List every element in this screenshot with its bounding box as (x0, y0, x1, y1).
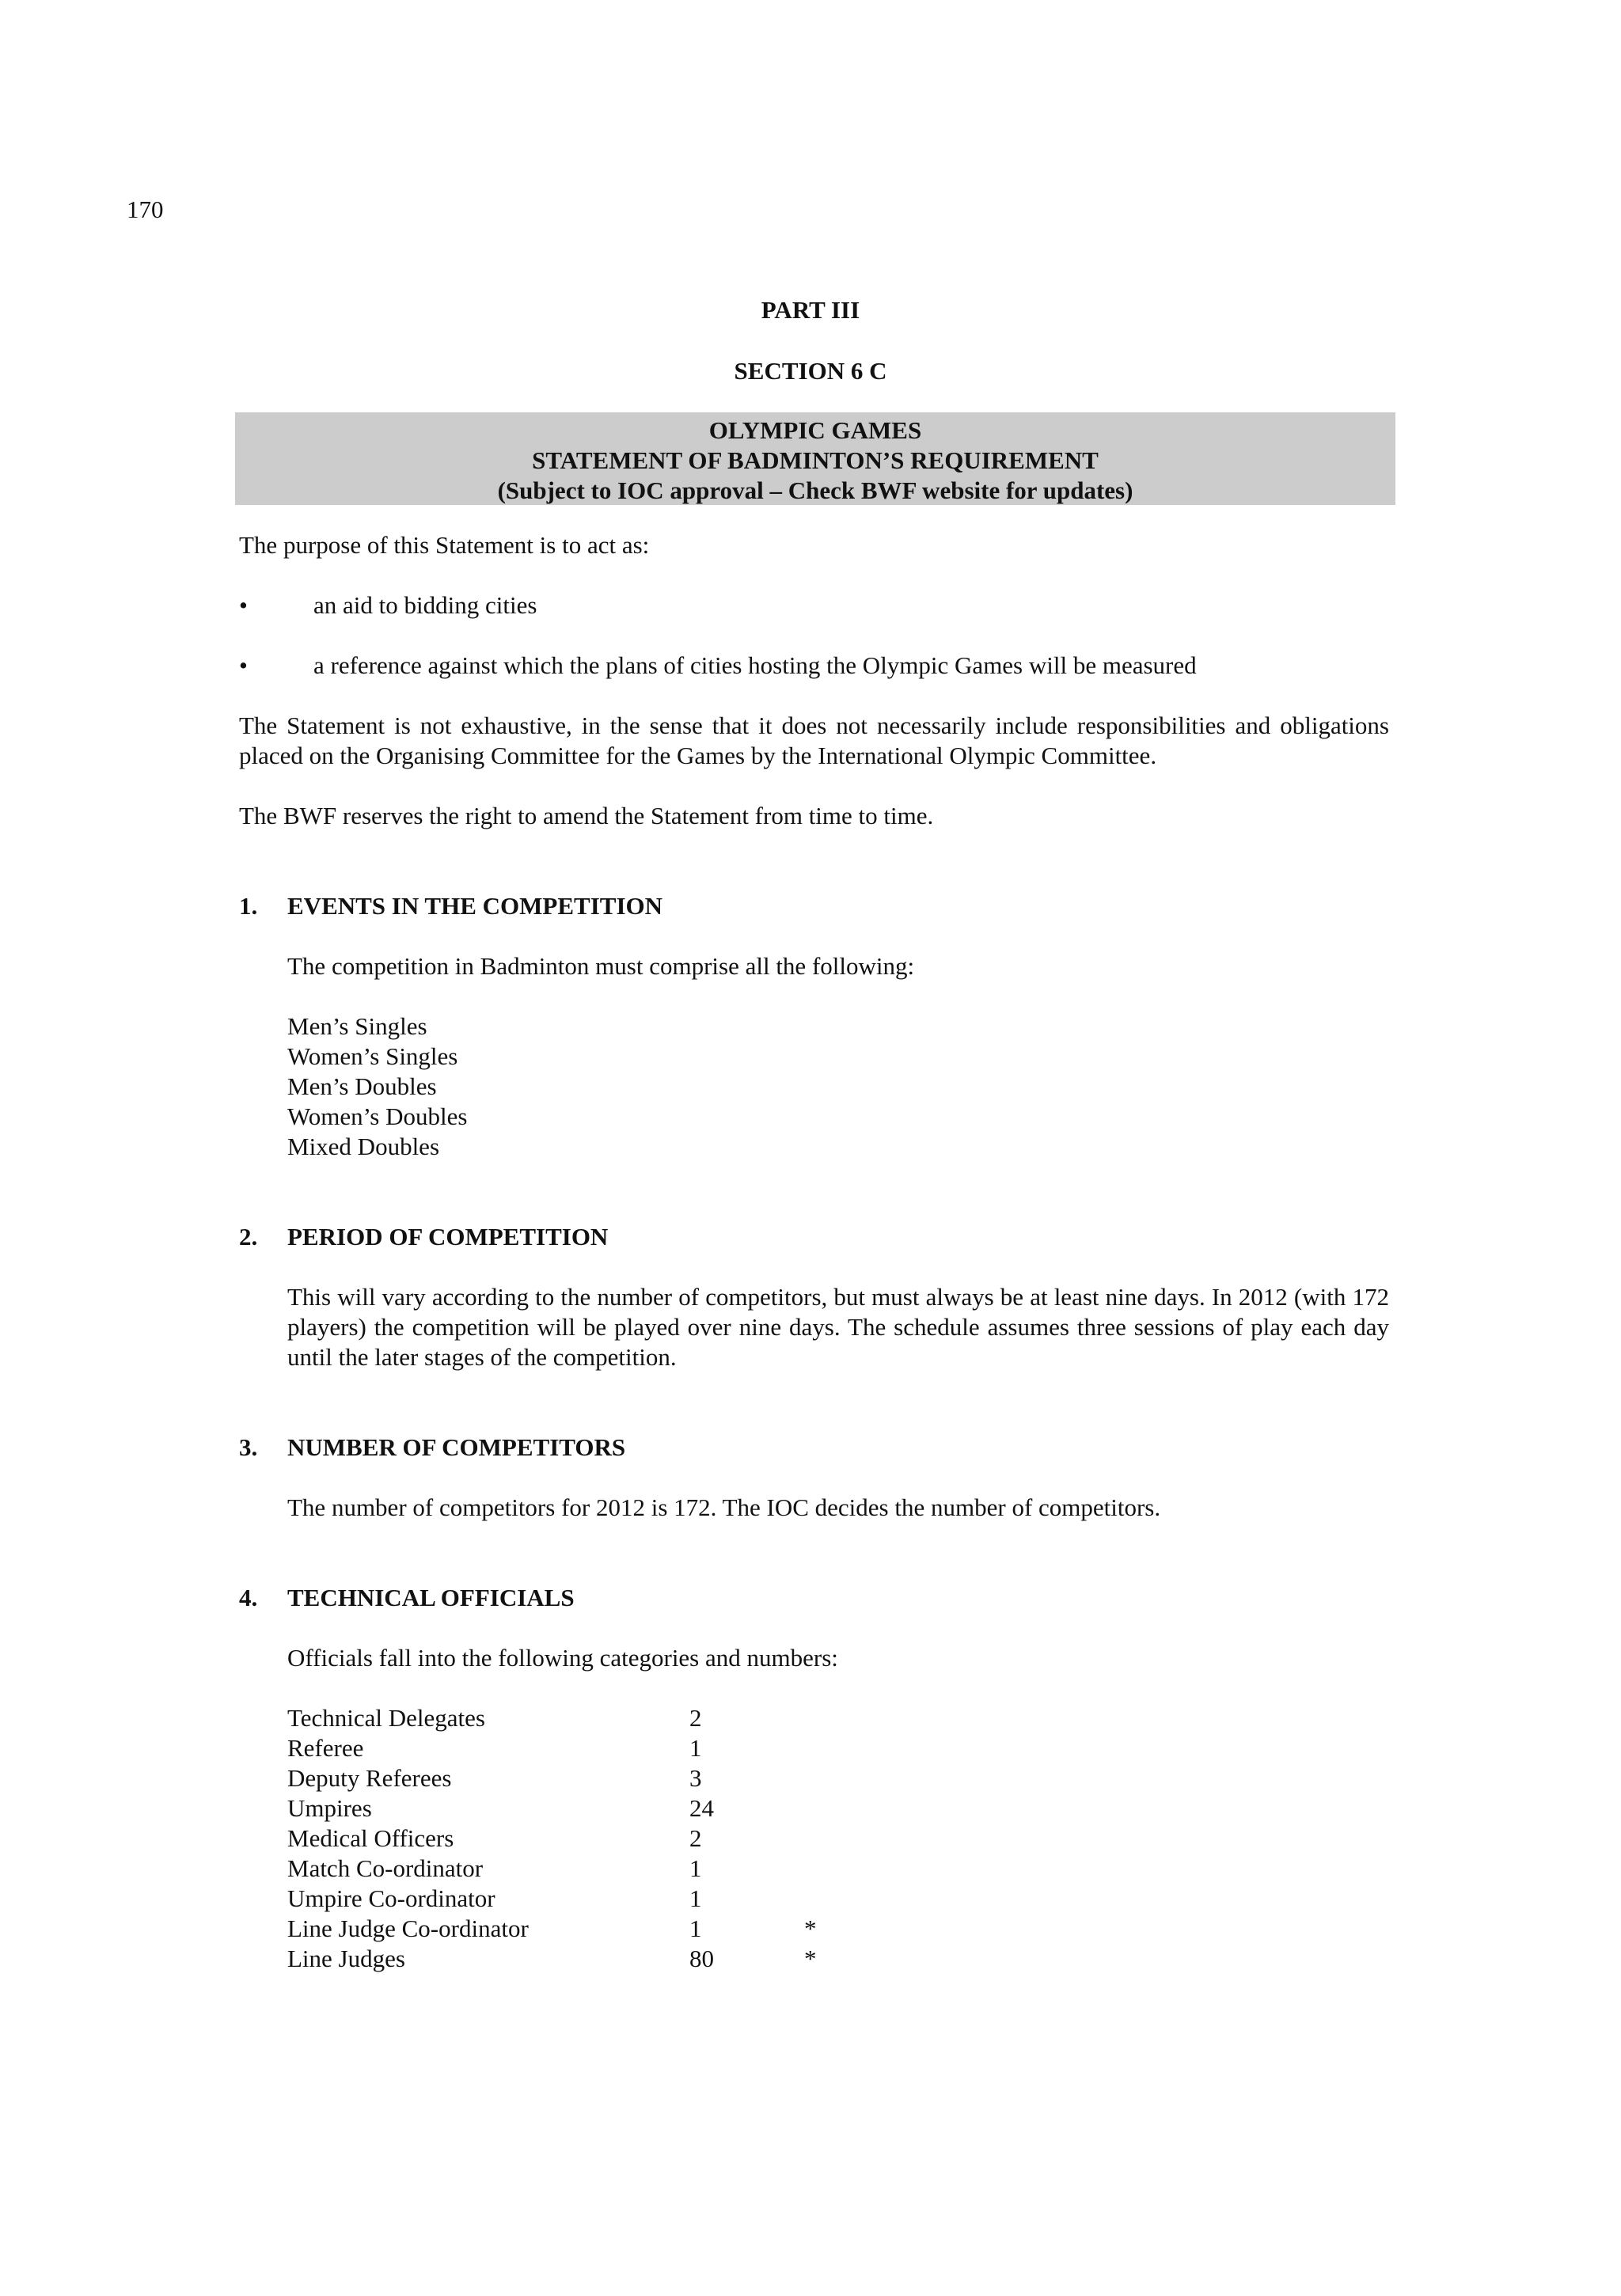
section-title: EVENTS IN THE COMPETITION (287, 892, 663, 920)
section-number: 4. (239, 1584, 258, 1611)
officials-table (287, 1703, 1389, 1974)
table-row (287, 1733, 1389, 1763)
table-row (287, 1914, 1389, 1944)
events-list (287, 1011, 1389, 1162)
official-mark (804, 1854, 852, 1884)
official-role: Umpire Co-ordinator (287, 1884, 495, 1912)
section-title: PERIOD OF COMPETITION (287, 1223, 609, 1250)
section-number: 3. (239, 1433, 258, 1461)
official-mark (804, 1793, 852, 1824)
table-row (287, 1854, 1389, 1884)
list-item: Men’s Singles (287, 1012, 427, 1040)
official-mark: * (804, 1915, 817, 1942)
part-heading: PART III (761, 296, 860, 324)
section-heading-4 (239, 1583, 1389, 1613)
section-4-content (287, 1643, 1389, 1974)
reserve-paragraph: The BWF reserves the right to amend the Statement from time to time. (239, 802, 934, 829)
section-2-content (287, 1282, 1389, 1372)
section-heading: SECTION 6 C (734, 357, 887, 385)
table-row (287, 1763, 1389, 1793)
section-heading-2 (239, 1222, 1389, 1252)
document-body (239, 530, 1389, 1974)
official-count: 2 (689, 1704, 702, 1732)
official-count: 1 (689, 1884, 702, 1912)
official-role: Line Judges (287, 1945, 405, 1972)
official-mark: * (804, 1945, 817, 1972)
official-mark (804, 1763, 852, 1793)
table-row (287, 1824, 1389, 1854)
official-count: 80 (689, 1945, 714, 1972)
list-item: Mixed Doubles (287, 1133, 440, 1160)
title-banner (235, 412, 1395, 505)
section-number: 2. (239, 1223, 258, 1250)
section-heading-1 (239, 891, 1389, 921)
official-count: 3 (689, 1764, 702, 1792)
banner-line-3: (Subject to IOC approval – Check BWF website for updates) (497, 476, 1133, 504)
official-role: Technical Delegates (287, 1704, 485, 1732)
table-row (287, 1703, 1389, 1733)
list-item (239, 651, 1389, 681)
section-3-content (287, 1493, 1389, 1523)
section-title: TECHNICAL OFFICIALS (287, 1584, 575, 1611)
official-role: Referee (287, 1734, 364, 1762)
section-heading-3 (239, 1433, 1389, 1463)
official-role: Umpires (287, 1794, 372, 1822)
official-role: Deputy Referees (287, 1764, 452, 1792)
intro-paragraph: The purpose of this Statement is to act as: (239, 531, 650, 559)
official-mark (804, 1884, 852, 1914)
list-item: Men’s Doubles (287, 1072, 437, 1100)
bullet-icon: • (239, 651, 248, 679)
list-item: Women’s Doubles (287, 1102, 468, 1130)
exhaustive-paragraph: The Statement is not exhaustive, in the sense that it does not necessarily include responsibilities and obligations placed on the Organising Committee for the Games by the International Olympic Committee. (239, 712, 1389, 769)
section-number: 1. (239, 892, 258, 920)
section-text: This will vary according to the number of competitors, but must always be at least nine days. In 2012 (with 172 players) the competition will be played over nine days. The schedule assumes three sessions of play each day until the later stages of the competition. (287, 1283, 1389, 1371)
bullet-text: a reference against which the plans of cities hosting the Olympic Games will be measured (313, 651, 1197, 679)
official-role: Match Co-ordinator (287, 1854, 484, 1882)
official-mark (804, 1733, 852, 1763)
section-text: The competition in Badminton must comprise all the following: (287, 952, 915, 980)
table-row (287, 1884, 1389, 1914)
banner-line-2: STATEMENT OF BADMINTON’S REQUIREMENT (532, 446, 1099, 474)
list-item: Women’s Singles (287, 1042, 458, 1070)
official-mark (804, 1703, 852, 1733)
official-count: 1 (689, 1734, 702, 1762)
section-text: The number of competitors for 2012 is 172. The IOC decides the number of competitors. (287, 1493, 1161, 1521)
page-number: 170 (127, 195, 164, 223)
section-text: Officials fall into the following categories and numbers: (287, 1644, 838, 1672)
official-count: 2 (689, 1824, 702, 1852)
official-count: 1 (689, 1854, 702, 1882)
list-item (239, 590, 1389, 620)
official-count: 1 (689, 1915, 702, 1942)
bullet-text: an aid to bidding cities (313, 591, 537, 619)
official-role: Medical Officers (287, 1824, 454, 1852)
official-role: Line Judge Co-ordinator (287, 1915, 529, 1942)
official-mark (804, 1824, 852, 1854)
bullet-icon: • (239, 591, 248, 619)
table-row (287, 1793, 1389, 1824)
official-count: 24 (689, 1794, 714, 1822)
section-1-content (287, 951, 1389, 1162)
section-title: NUMBER OF COMPETITORS (287, 1433, 626, 1461)
banner-line-1: OLYMPIC GAMES (708, 416, 922, 444)
table-row (287, 1944, 1389, 1974)
